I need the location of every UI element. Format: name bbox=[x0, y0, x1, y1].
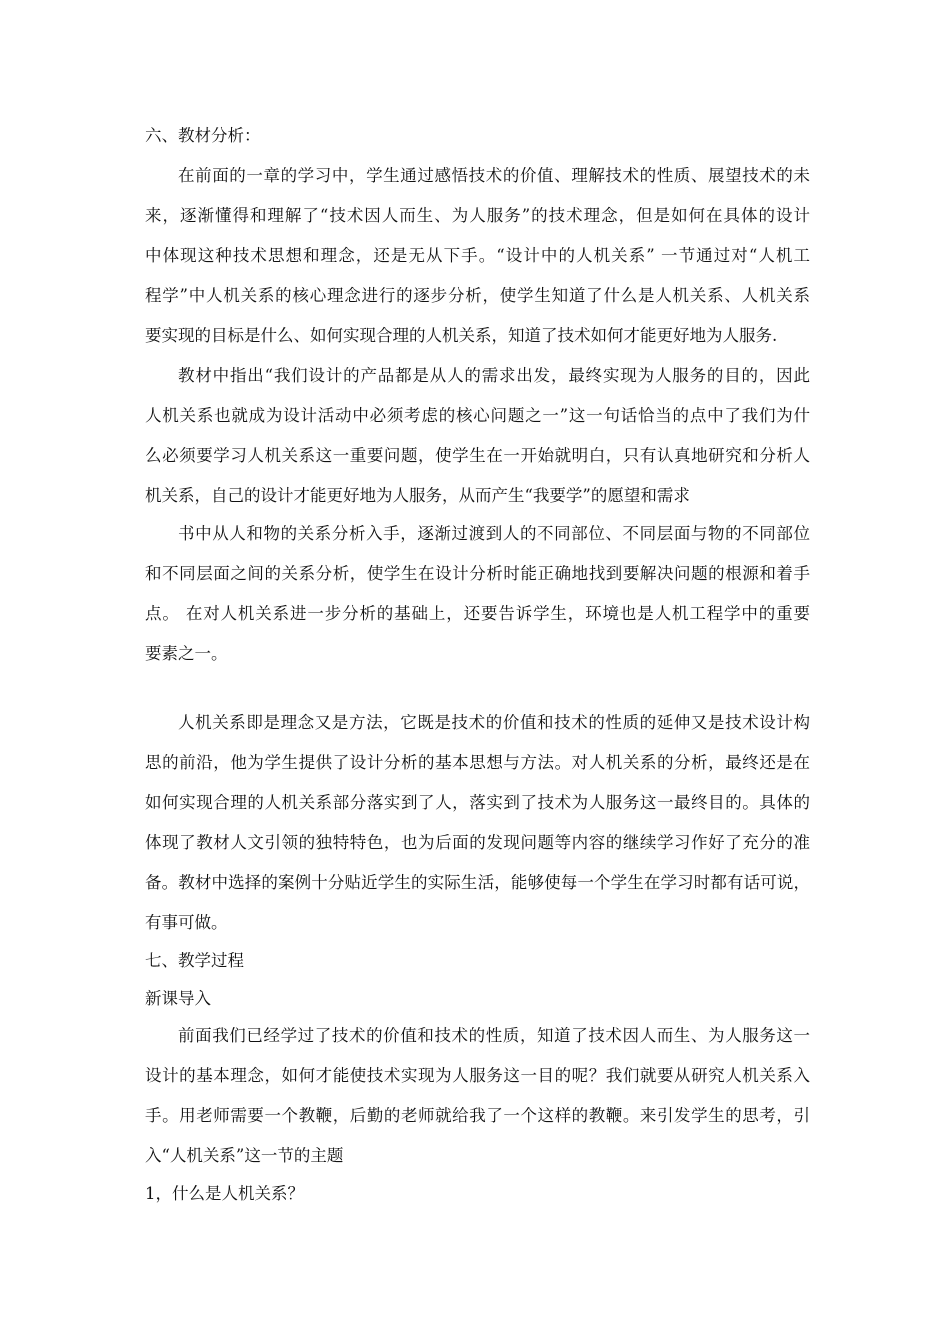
paragraph-line: 思的前沿，他为学生提供了设计分析的基本思想与方法。对人机关系的分析，最终还是在 bbox=[145, 753, 810, 772]
paragraph-line: 中体现这种技术思想和理念，还是无从下手。“设计中的人机关系” 一节通过对“人机工 bbox=[145, 246, 810, 265]
paragraph-line: 备。教材中选择的案例十分贴近学生的实际生活，能够使每一个学生在学习时都有话可说， bbox=[145, 873, 810, 892]
paragraph-line: 么必须要学习人机关系这一重要问题，使学生在一开始就明白，只有认真地研究和分析人 bbox=[145, 446, 810, 465]
paragraph-line: 来，逐渐懂得和理解了“技术因人而生、为人服务”的技术理念，但是如何在具体的设计 bbox=[145, 206, 810, 225]
paragraph-line: 有事可做。 bbox=[145, 913, 228, 932]
paragraph-line: 点。 在对人机关系进一步分析的基础上，还要告诉学生，环境也是人机工程学中的重要 bbox=[145, 604, 810, 623]
paragraph-line: 设计的基本理念，如何才能使技术实现为人服务这一目的呢？我们就要从研究人机关系入 bbox=[145, 1066, 810, 1085]
paragraph-line: 人机关系即是理念又是方法，它既是技术的价值和技术的性质的延伸又是技术设计构 bbox=[178, 713, 810, 732]
paragraph-line: 如何实现合理的人机关系部分落实到了人，落实到了技术为人服务这一最终目的。具体的 bbox=[145, 793, 810, 812]
paragraph-line: 书中从人和物的关系分析入手，逐渐过渡到人的不同部位、不同层面与物的不同部位 bbox=[178, 524, 810, 543]
paragraph-line: 要实现的目标是什么、如何实现合理的人机关系，知道了技术如何才能更好地为人服务. bbox=[145, 326, 778, 345]
paragraph-line: 人机关系也就成为设计活动中必须考虑的核心问题之一”这一句话恰当的点中了我们为什 bbox=[145, 406, 810, 425]
section-6-heading: 六、教材分析： bbox=[145, 126, 261, 145]
paragraph-line: 要素之一。 bbox=[145, 644, 228, 663]
subheading-new-lesson: 新课导入 bbox=[145, 989, 211, 1008]
paragraph-line: 入“人机关系”这一节的主题 bbox=[145, 1146, 344, 1165]
list-item-1: 1，什么是人机关系？ bbox=[145, 1184, 304, 1203]
paragraph-line: 机关系，自己的设计才能更好地为人服务，从而产生“我要学”的愿望和需求 bbox=[145, 486, 690, 505]
paragraph-line: 和不同层面之间的关系分析，使学生在设计分析时能正确地找到要解决问题的根源和着手 bbox=[145, 564, 810, 583]
section-7-heading: 七、教学过程 bbox=[145, 951, 244, 970]
paragraph-line: 前面我们已经学过了技术的价值和技术的性质，知道了技术因人而生、为人服务这一 bbox=[178, 1026, 810, 1045]
paragraph-line: 教材中指出“我们设计的产品都是从人的需求出发，最终实现为人服务的目的，因此 bbox=[178, 366, 810, 385]
paragraph-line: 程学”中人机关系的核心理念进行的逐步分析，使学生知道了什么是人机关系、人机关系 bbox=[145, 286, 810, 305]
paragraph-line: 在前面的一章的学习中，学生通过感悟技术的价值、理解技术的性质、展望技术的未 bbox=[178, 166, 810, 185]
paragraph-line: 体现了教材人文引领的独特特色，也为后面的发现问题等内容的继续学习作好了充分的准 bbox=[145, 833, 810, 852]
paragraph-line: 手。用老师需要一个教鞭，后勤的老师就给我了一个这样的教鞭。来引发学生的思考，引 bbox=[145, 1106, 810, 1125]
